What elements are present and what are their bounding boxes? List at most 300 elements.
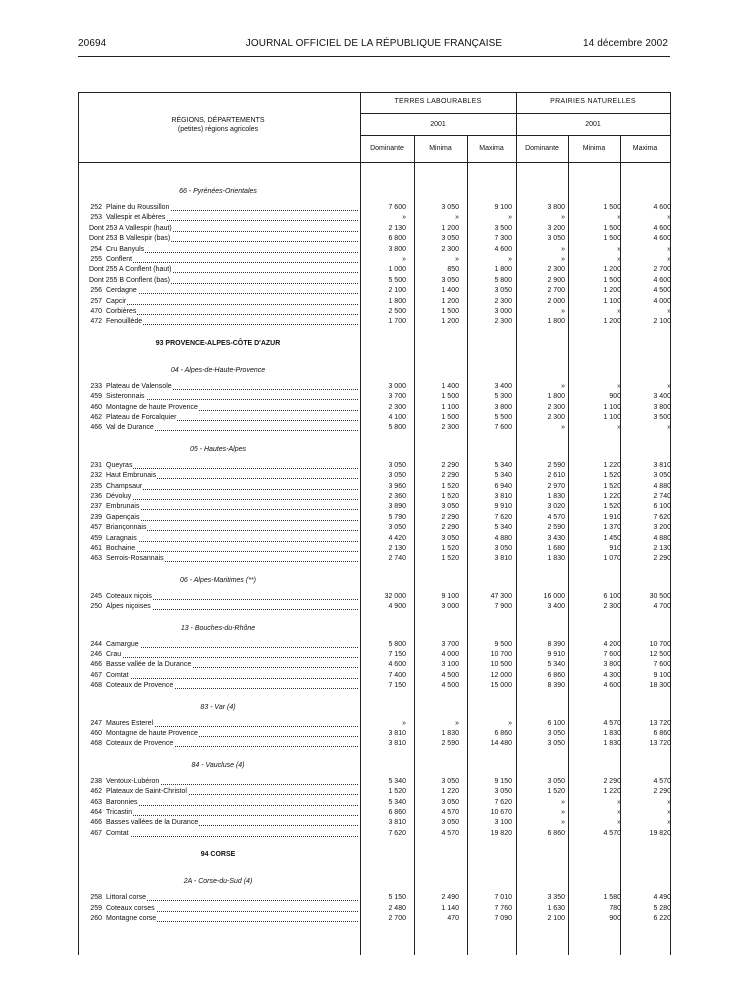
row-name-text: Embrunais	[106, 503, 140, 511]
cell-value: 1 520	[603, 482, 621, 490]
cell-value: 12 500	[649, 651, 671, 658]
cell-value: »	[667, 819, 671, 827]
subsection-title: 13 - Bouches-du-Rhône	[180, 624, 256, 632]
row-name	[106, 492, 358, 502]
cell-value: 910	[609, 545, 621, 552]
table-row	[80, 554, 671, 564]
cell-value: 5 500	[388, 276, 406, 284]
row-name-text: Corbières	[106, 308, 137, 315]
cell-value: 1 680	[547, 545, 565, 552]
table-row	[80, 492, 671, 502]
cell-value: »	[508, 214, 512, 222]
cell-value: 5 300	[494, 393, 512, 401]
table-row	[80, 307, 671, 317]
cell-value: 3 050	[441, 819, 459, 827]
cell-value: 14 480	[490, 740, 512, 748]
row-name-text: Basse vallée de la Durance	[106, 661, 192, 669]
col-header: Minima	[429, 145, 452, 152]
cell-value: 30 500	[649, 592, 671, 600]
cell-value: 9 910	[547, 651, 565, 658]
cell-value: 13 720	[649, 740, 671, 748]
row-name-text: Montagne corse	[106, 915, 157, 922]
row-code: 244	[90, 640, 102, 648]
cell-value: 7 400	[388, 671, 406, 679]
cell-value: 7 150	[388, 682, 406, 690]
cell-value: 7 620	[653, 513, 671, 521]
cell-value: 6 100	[603, 592, 621, 600]
row-name	[106, 787, 358, 797]
table-row	[80, 523, 671, 533]
row-name-text: Dont 253 B Vallespir (bas)	[89, 235, 171, 243]
row-name	[106, 307, 358, 317]
row-name	[106, 297, 358, 307]
row-name	[106, 213, 358, 223]
cell-value: 3 890	[388, 503, 406, 511]
row-code: 231	[90, 461, 102, 469]
cell-value: 1 800	[494, 266, 512, 274]
table-row	[80, 739, 671, 749]
col-header: Dominante	[370, 145, 404, 152]
cell-value: 3 350	[547, 894, 565, 902]
cell-value: 2 300	[603, 603, 621, 611]
cell-value: 3 000	[388, 382, 406, 390]
cell-value: 2 590	[547, 524, 565, 532]
cell-value: 2 300	[494, 318, 512, 326]
cell-value: 1 500	[441, 393, 459, 401]
table-top-rule	[78, 92, 670, 93]
row-name	[89, 265, 358, 275]
cell-value: 1 220	[603, 461, 621, 469]
row-name-text: Camargue	[106, 640, 139, 648]
group-rule	[360, 113, 670, 114]
cell-value: 1 100	[603, 403, 621, 411]
row-name-text: Dont 253 A Vallespir (haut)	[89, 224, 172, 232]
cell-value: 1 200	[441, 318, 459, 326]
cell-value: 5 800	[494, 276, 512, 284]
cell-value: 3 800	[388, 245, 406, 253]
row-name	[106, 482, 358, 492]
cell-value: 47 300	[490, 592, 512, 600]
publication-date: 14 décembre 2002	[583, 38, 668, 49]
row-name	[106, 403, 358, 413]
cell-value: 7 620	[494, 798, 512, 806]
table-row	[80, 798, 671, 808]
cell-value: 10 700	[490, 651, 512, 658]
row-name-text: Montagne de haute Provence	[106, 730, 198, 737]
cell-value: 7 010	[494, 894, 512, 902]
cell-value: 2 700	[547, 287, 565, 295]
cell-value: »	[402, 214, 406, 222]
cell-value: 4 600	[653, 235, 671, 243]
cell-value: 7 620	[388, 829, 406, 837]
cell-value: »	[561, 424, 565, 432]
region-header-line1: RÉGIONS, DÉPARTEMENTS	[171, 117, 265, 124]
cell-value: 3 100	[441, 661, 459, 669]
cell-value: 900	[609, 393, 621, 401]
cell-value: 8 390	[547, 682, 565, 690]
cell-value: »	[667, 382, 671, 390]
cell-value: 4 600	[494, 245, 512, 253]
cell-value: 3 050	[494, 788, 512, 796]
row-name	[106, 554, 358, 564]
row-name	[89, 276, 358, 286]
row-name	[106, 523, 358, 533]
table-row	[80, 297, 671, 307]
cell-value: 5 340	[494, 472, 512, 480]
cell-value: 1 830	[603, 730, 621, 737]
table-row	[80, 403, 671, 413]
cell-value: »	[617, 809, 621, 816]
table-row	[80, 602, 671, 612]
cell-value: »	[561, 245, 565, 253]
cell-value: 7 090	[494, 915, 512, 922]
cell-value: »	[561, 382, 565, 390]
col-header: Dominante	[525, 145, 559, 152]
table-row	[80, 671, 671, 681]
table-row	[80, 681, 671, 691]
cell-value: 1 520	[441, 493, 459, 500]
cell-value: 3 050	[388, 461, 406, 469]
col-header: Minima	[582, 145, 606, 152]
cell-value: »	[455, 719, 459, 727]
cell-value: 4 880	[653, 482, 671, 490]
row-code: 253	[90, 214, 102, 222]
cell-value: 3 050	[547, 235, 565, 243]
table-row	[80, 893, 671, 903]
cell-value: 5 280	[653, 904, 671, 912]
cell-value: 6 860	[547, 829, 565, 837]
row-name-text: Comtat	[106, 671, 129, 679]
cell-value: 4 570	[653, 777, 671, 785]
cell-value: 2 100	[653, 318, 671, 326]
cell-value: 2 590	[547, 461, 565, 469]
cell-value: 2 490	[441, 894, 459, 902]
cell-value: 4 900	[388, 603, 406, 611]
cell-value: 900	[609, 915, 621, 922]
cell-value: 1 220	[603, 788, 621, 796]
table-row	[80, 245, 671, 255]
cell-value: 6 940	[494, 482, 512, 490]
row-code: 238	[90, 777, 102, 785]
cell-value: 2 740	[388, 555, 406, 563]
row-name-text: Sisteronnais	[106, 393, 145, 401]
table-row	[80, 382, 671, 392]
cell-value: 3 810	[653, 461, 671, 469]
row-name-text: Montagne de haute Provence	[106, 403, 198, 411]
cell-value: 1 100	[441, 403, 459, 411]
cell-value: 1 800	[388, 297, 406, 305]
subsection-title: 05 - Hautes-Alpes	[189, 445, 247, 453]
row-name	[106, 729, 358, 739]
cell-value: 4 880	[653, 534, 671, 542]
cell-value: 1 800	[547, 318, 565, 326]
cell-value: 1 830	[603, 740, 621, 748]
row-name	[89, 234, 358, 244]
row-name-text: Fenouillède	[106, 318, 143, 326]
cell-value: »	[667, 424, 671, 432]
row-name-text: Haut Embrunais	[106, 472, 157, 480]
table-row	[80, 513, 671, 523]
cell-value: »	[667, 245, 671, 253]
row-name	[106, 904, 358, 914]
cell-value: 12 000	[490, 671, 512, 679]
row-name-text: Baronnies	[106, 798, 138, 806]
cell-value: 4 420	[388, 534, 406, 542]
cell-value: 2 970	[547, 482, 565, 490]
cell-value: 8 390	[547, 640, 565, 648]
row-code: 460	[90, 403, 102, 411]
row-name-text: Ventoux-Lubéron	[106, 777, 160, 785]
cell-value: 5 340	[388, 777, 406, 785]
row-name-text: Coteaux corses	[106, 904, 155, 912]
cell-value: 3 810	[388, 819, 406, 827]
row-name	[106, 534, 358, 544]
cell-value: »	[402, 256, 406, 263]
cell-value: 1 500	[603, 224, 621, 232]
cell-value: 1 910	[603, 513, 621, 521]
cell-value: 3 050	[388, 524, 406, 532]
cell-value: 9 100	[653, 671, 671, 679]
cell-value: 2 300	[388, 403, 406, 411]
year-header-prairies: 2001	[585, 121, 601, 128]
row-name-text: Tricastin	[106, 809, 133, 816]
cell-value: 1 520	[441, 555, 459, 563]
cell-value: 4 570	[603, 719, 621, 727]
row-name	[106, 719, 358, 729]
cell-value: 7 760	[494, 904, 512, 912]
subsection-title: 84 - Vaucluse (4)	[191, 761, 245, 769]
cell-value: 7 600	[603, 651, 621, 658]
cell-value: 19 820	[649, 829, 671, 837]
table-row	[80, 224, 671, 234]
row-name-text: Champsaur	[106, 482, 143, 490]
row-name	[106, 592, 358, 602]
row-name-text: Alpes niçoises	[106, 603, 151, 611]
row-code: 467	[90, 829, 102, 837]
cell-value: 1 100	[603, 297, 621, 305]
cell-value: »	[617, 424, 621, 432]
row-name	[106, 423, 358, 433]
cell-value: 2 300	[547, 266, 565, 274]
cell-value: 3 050	[494, 287, 512, 295]
row-code: 245	[90, 592, 102, 600]
cell-value: 2 000	[547, 297, 565, 305]
cell-value: 2 290	[603, 777, 621, 785]
cell-value: 4 880	[494, 534, 512, 542]
row-code: 239	[90, 513, 102, 521]
row-code: 457	[90, 524, 102, 532]
row-code: 467	[90, 671, 102, 679]
row-name-text: Dont 255 A Conflent (haut)	[89, 266, 172, 274]
cell-value: 780	[609, 904, 621, 912]
cell-value: 5 500	[494, 414, 512, 421]
cell-value: 1 000	[388, 266, 406, 274]
row-code: 459	[90, 393, 102, 401]
cell-value: 9 500	[494, 640, 512, 648]
row-code: 233	[90, 382, 102, 390]
row-name	[106, 382, 358, 392]
row-name-text: Coteaux niçois	[106, 592, 152, 600]
row-name	[106, 602, 358, 612]
cell-value: »	[667, 256, 671, 263]
cell-value: 4 000	[653, 297, 671, 305]
cell-value: 4 570	[441, 829, 459, 837]
row-code: 468	[90, 682, 102, 690]
cell-value: »	[455, 256, 459, 263]
cell-value: 1 100	[603, 414, 621, 421]
cell-value: 6 220	[653, 915, 671, 922]
cell-value: 1 520	[441, 482, 459, 490]
cell-value: »	[617, 819, 621, 827]
row-name	[106, 650, 358, 660]
table-row	[80, 592, 671, 602]
cell-value: 1 500	[603, 204, 621, 211]
cell-value: 4 600	[603, 682, 621, 690]
region-header-line2: (petites) régions agricoles	[177, 126, 259, 133]
table-row	[80, 719, 671, 729]
cell-value: »	[667, 798, 671, 806]
cell-value: 4 600	[388, 661, 406, 669]
cell-value: 5 340	[388, 798, 406, 806]
table-row	[80, 255, 671, 265]
table-row	[80, 640, 671, 650]
cell-value: »	[508, 256, 512, 263]
cell-value: 13 720	[649, 719, 671, 727]
cell-value: 18 300	[649, 682, 671, 690]
cell-value: 3 810	[388, 730, 406, 737]
table-row	[80, 317, 671, 327]
row-name	[106, 392, 358, 402]
row-name	[106, 914, 358, 924]
cell-value: 7 900	[494, 603, 512, 611]
cell-value: 6 100	[547, 719, 565, 727]
row-code: 466	[90, 661, 102, 669]
row-name-text: Val de Durance	[106, 424, 154, 432]
row-code: 235	[90, 482, 102, 490]
row-name	[106, 513, 358, 523]
cell-value: 2 100	[547, 915, 565, 922]
row-name-text: Serrois-Rosannais	[106, 555, 164, 563]
table-row	[80, 787, 671, 797]
cell-value: 3 050	[547, 740, 565, 748]
cell-value: 1 520	[547, 788, 565, 796]
table-row	[80, 234, 671, 244]
cell-value: 2 300	[547, 403, 565, 411]
header-rule	[78, 56, 670, 57]
cell-value: »	[617, 214, 621, 222]
table-row	[80, 808, 671, 818]
cell-value: 2 900	[547, 276, 565, 284]
cell-value: 7 300	[494, 235, 512, 243]
cell-value: 5 800	[388, 640, 406, 648]
region-column-header	[80, 116, 356, 134]
row-code: 252	[90, 204, 102, 211]
cell-value: 3 000	[494, 308, 512, 315]
table-row	[80, 276, 671, 286]
table-row	[80, 286, 671, 296]
cell-value: 470	[447, 915, 459, 922]
subsection-title: 04 - Alpes-de-Haute-Provence	[170, 366, 266, 374]
col-header: Maxima	[479, 145, 504, 152]
cell-value: 3 400	[653, 393, 671, 401]
row-code: 459	[90, 534, 102, 542]
cell-value: »	[455, 214, 459, 222]
cell-value: 1 400	[441, 382, 459, 390]
cell-value: 1 520	[441, 545, 459, 552]
cell-value: 10 500	[490, 661, 512, 669]
subsection-title: 06 - Alpes-Maritimes (**)	[180, 576, 256, 584]
cell-value: 3 020	[547, 503, 565, 511]
row-name	[106, 818, 358, 828]
cell-value: 7 620	[494, 513, 512, 521]
cell-value: 2 300	[441, 245, 459, 253]
cell-value: 2 130	[388, 545, 406, 552]
cell-value: 1 500	[441, 414, 459, 421]
row-code: 250	[90, 603, 102, 611]
cell-value: 4 500	[441, 682, 459, 690]
row-code: 463	[90, 555, 102, 563]
cell-value: 3 050	[547, 777, 565, 785]
col-header: Maxima	[632, 145, 658, 152]
cell-value: »	[617, 382, 621, 390]
cell-value: 1 200	[441, 224, 459, 232]
row-name-text: Conflent	[106, 256, 133, 263]
table-row	[80, 482, 671, 492]
cell-value: 2 130	[388, 224, 406, 232]
row-code: 462	[90, 414, 102, 421]
subsection-title: 2A - Corse-du-Sud (4)	[183, 878, 253, 886]
cell-value: 4 500	[441, 671, 459, 679]
cell-value: 4 570	[441, 809, 459, 816]
group-header-terres: TERRES LABOURABLES	[394, 98, 482, 105]
row-name	[106, 640, 358, 650]
cell-value: 6 860	[494, 730, 512, 737]
row-name	[106, 739, 358, 749]
row-name-text: Plateaux de Saint-Christol	[106, 788, 187, 796]
cell-value: »	[561, 819, 565, 827]
table-row	[80, 660, 671, 670]
cell-value: 3 810	[494, 493, 512, 500]
row-name	[106, 413, 358, 423]
cell-value: 9 150	[494, 777, 512, 785]
row-name-text: Basses vallées de la Durance	[106, 819, 199, 827]
cell-value: 3 050	[441, 503, 459, 511]
row-code: 254	[90, 245, 102, 253]
row-name	[106, 671, 358, 681]
cell-value: 6 100	[653, 503, 671, 511]
cell-value: 7 600	[388, 204, 406, 211]
cell-value: 3 050	[441, 534, 459, 542]
page-number: 20694	[78, 38, 107, 49]
row-code: 232	[90, 472, 102, 480]
cell-value: 2 360	[388, 493, 406, 500]
header-bottom-rule	[78, 162, 670, 163]
row-name-text: Plateau de Valensole	[106, 382, 172, 390]
row-name-text: Dont 255 B Conflent (bas)	[89, 276, 170, 284]
row-name-text: Queyras	[106, 461, 133, 469]
table-row	[80, 904, 671, 914]
cell-value: 3 100	[494, 819, 512, 827]
cell-value: 5 800	[388, 424, 406, 432]
row-name	[106, 245, 358, 255]
row-code: 237	[90, 503, 102, 511]
cell-value: 3 500	[653, 414, 671, 421]
cell-value: 3 050	[547, 730, 565, 737]
cell-value: 7 600	[653, 661, 671, 669]
cell-value: 4 600	[653, 224, 671, 232]
table-row	[80, 471, 671, 481]
cell-value: 4 570	[603, 829, 621, 837]
